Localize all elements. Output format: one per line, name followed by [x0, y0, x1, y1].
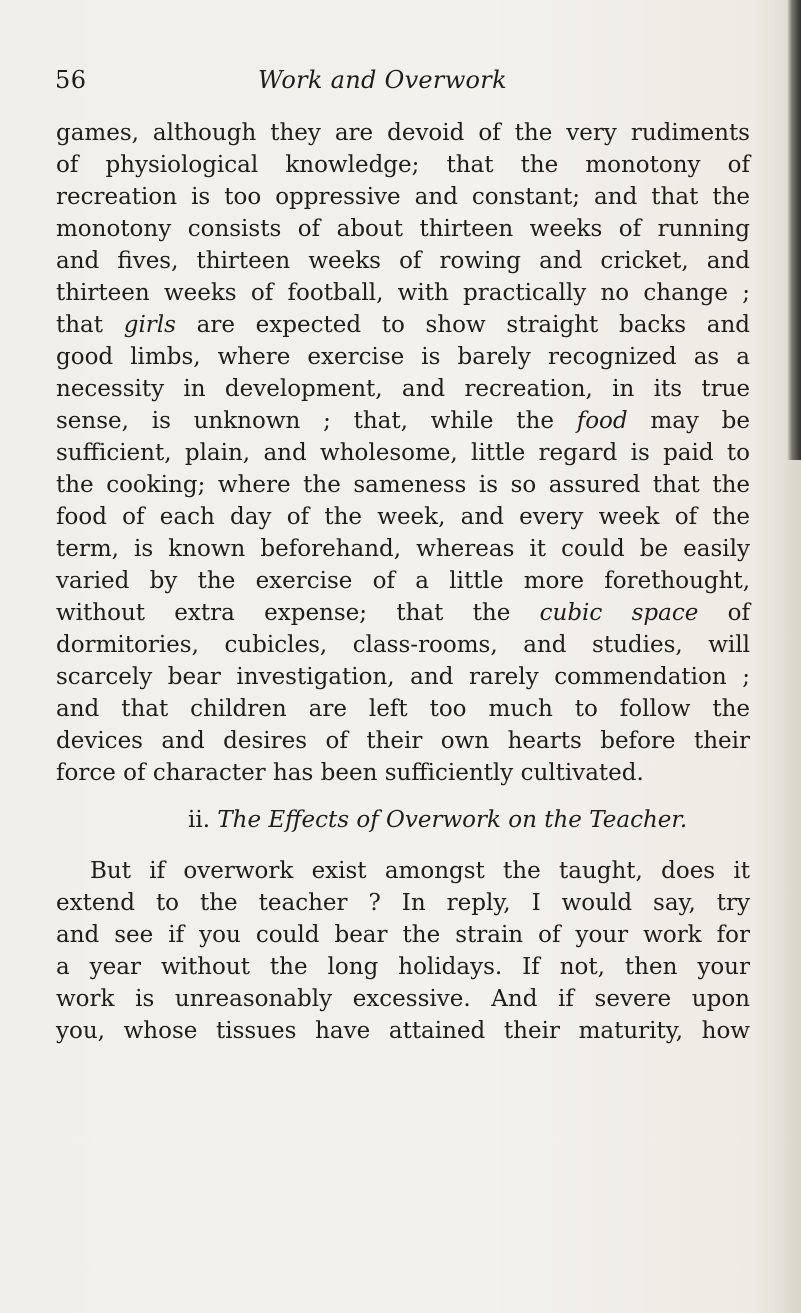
- emphasis-food: food: [576, 408, 628, 434]
- section-numeral: ii.: [188, 807, 211, 833]
- text-line: a year without the long holidays. If not, then your: [56, 954, 750, 980]
- section-title: The Effects of Overwork on the Teacher.: [217, 807, 688, 833]
- text-line: of physiological knowledge; that the monotony of: [56, 152, 750, 178]
- text-line: sufficient, plain, and wholesome, little regard is paid to: [56, 440, 750, 466]
- emphasis-girls: girls: [123, 312, 176, 338]
- text-line: sense, is unknown ; that, while the food may be: [56, 408, 750, 434]
- text-line: work is unreasonably excessive. And if severe upon: [56, 986, 750, 1012]
- text-line: term, is known beforehand, whereas it could be easily: [56, 536, 750, 562]
- text-line: thirteen weeks of football, with practically no change ;: [56, 280, 750, 306]
- text-line: dormitories, cubicles, class-rooms, and studies, will: [56, 632, 750, 658]
- text-line: monotony consists of about thirteen weeks of running: [56, 216, 750, 242]
- text-line: the cooking; where the sameness is so assured that the: [56, 472, 750, 498]
- text-line: But if overwork exist amongst the taught, does it: [90, 858, 750, 884]
- text-line: scarcely bear investigation, and rarely commendation ;: [56, 664, 750, 690]
- text-line: games, although they are devoid of the very rudiments: [56, 120, 750, 146]
- text-line: and fives, thirteen weeks of rowing and cricket, and: [56, 248, 750, 274]
- running-title: Work and Overwork: [258, 66, 507, 94]
- text-line: you, whose tissues have attained their maturity, how: [56, 1018, 750, 1044]
- text-line: force of character has been sufficiently cultivated.: [56, 760, 644, 786]
- text-line: extend to the teacher ? In reply, I would say, try: [56, 890, 750, 916]
- text-line: and see if you could bear the strain of your work for: [56, 922, 750, 948]
- text-line: varied by the exercise of a little more forethought,: [56, 568, 750, 594]
- text-line: recreation is too oppressive and constant; and that the: [56, 184, 750, 210]
- section-subheading: [188, 805, 687, 835]
- page-header: [55, 66, 755, 100]
- binding-gutter-shadow: [787, 0, 801, 460]
- text-line: without extra expense; that the cubic space of: [56, 600, 751, 626]
- page-number: 56: [55, 66, 87, 94]
- emphasis-cubic-space: cubic space: [539, 600, 699, 626]
- text-line: good limbs, where exercise is barely recognized as a: [56, 344, 750, 370]
- text-line: devices and desires of their own hearts before their: [56, 728, 750, 754]
- text-line: food of each day of the week, and every week of the: [56, 504, 750, 530]
- text-line: that girls are expected to show straight backs and: [56, 312, 750, 338]
- text-line: and that children are left too much to follow the: [56, 696, 750, 722]
- text-line: necessity in development, and recreation, in its true: [56, 376, 750, 402]
